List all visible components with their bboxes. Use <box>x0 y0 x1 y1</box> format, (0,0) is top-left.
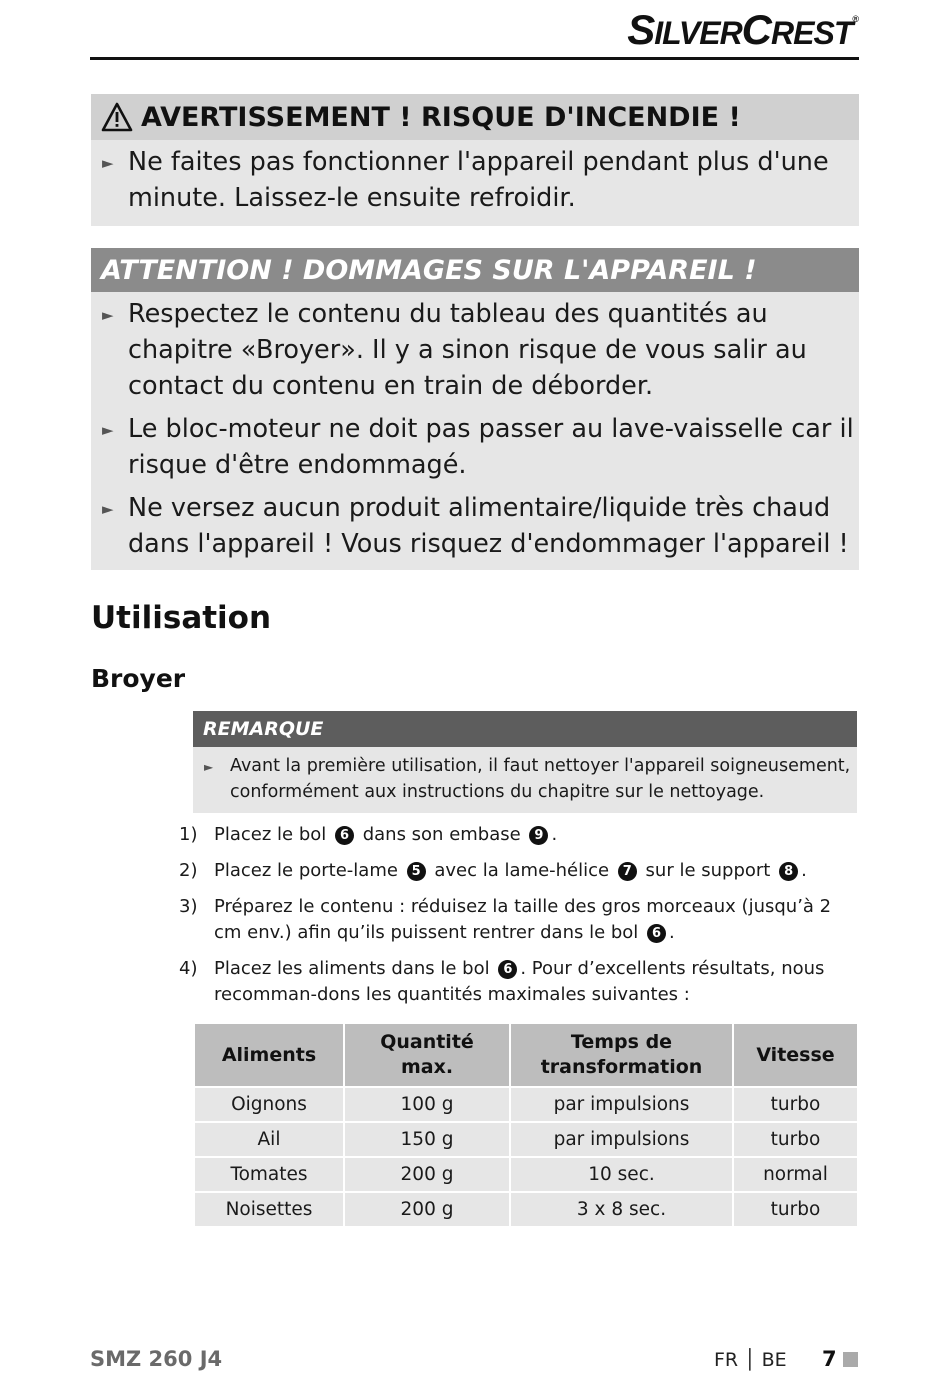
table-cell: turbo <box>734 1193 857 1228</box>
step-item <box>179 894 859 946</box>
table-row <box>195 1123 857 1158</box>
step-item <box>179 858 859 884</box>
table-cell: 200 g <box>345 1193 511 1228</box>
part-reference-number-icon: 9 <box>529 826 548 845</box>
part-reference-number-icon: 8 <box>779 862 798 881</box>
bullet-arrow-icon: ► <box>102 500 114 518</box>
step-item <box>179 822 859 848</box>
bullet-arrow-icon: ► <box>102 306 114 324</box>
table-cell: Tomates <box>195 1158 345 1193</box>
table-cell: 10 sec. <box>511 1158 734 1193</box>
step-text-run: Placez les aliments dans le bol <box>214 958 496 979</box>
damage-attention-title: ATTENTION ! DOMMAGES SUR L'APPAREIL ! <box>101 254 757 286</box>
table-row <box>195 1158 857 1193</box>
table-cell: 200 g <box>345 1158 511 1193</box>
subsection-title: Broyer <box>91 664 186 693</box>
step-text-run: Placez le bol <box>214 824 332 845</box>
fire-warning-list <box>91 140 859 216</box>
table-cell: par impulsions <box>511 1088 734 1123</box>
part-reference-number-icon: 5 <box>407 862 426 881</box>
fire-warning-box <box>91 94 859 226</box>
step-text-run: . <box>801 860 807 881</box>
step-number: 2) <box>179 860 198 881</box>
table-cell: Noisettes <box>195 1193 345 1228</box>
step-text-run: dans son embase <box>356 824 527 845</box>
damage-attention-header <box>91 248 859 292</box>
steps-list <box>179 822 859 1018</box>
table-row <box>195 1088 857 1123</box>
bullet-arrow-icon: ► <box>102 154 114 172</box>
column-header: Aliments <box>195 1024 345 1088</box>
step-item <box>179 956 859 1008</box>
footer-model: SMZ 260 J4 <box>90 1347 223 1371</box>
part-reference-number-icon: 6 <box>335 826 354 845</box>
bullet-arrow-icon: ► <box>204 760 214 774</box>
note-box <box>193 711 857 813</box>
step-text-run: Placez le porte-lame <box>214 860 404 881</box>
header-rule <box>90 57 859 60</box>
step-text-run: Préparez le contenu : réduisez la taille des gros morceaux (jusqu’à 2 cm env.) afin qu’ils puissent rentrer dans le bol <box>214 896 832 943</box>
list-item: ► Respectez le contenu du tableau des quantités au chapitre «Broyer». Il y a sinon risque de vous salir au contact du contenu en train de déborder. <box>102 299 807 401</box>
step-number: 1) <box>179 824 198 845</box>
bullet-arrow-icon: ► <box>102 421 114 439</box>
page-marker-square <box>843 1352 858 1367</box>
step-text-run: . <box>669 922 675 943</box>
table-cell: turbo <box>734 1123 857 1158</box>
column-header: Quantité max. <box>345 1024 511 1088</box>
brand-logo: SILVERCREST® <box>627 6 858 53</box>
step-text-run: sur le support <box>639 860 777 881</box>
list-item: ► Le bloc-moteur ne doit pas passer au lave-vaisselle car il risque d'être endommagé. <box>102 414 854 480</box>
step-text-run: . Pour d’excellents résultats, nous recomman-dons les quantités maximales suivantes : <box>214 958 825 1005</box>
table-cell: Ail <box>195 1123 345 1158</box>
table-row <box>195 1193 857 1228</box>
table-cell: 150 g <box>345 1123 511 1158</box>
step-text-run: . <box>551 824 558 845</box>
step-text <box>214 894 859 946</box>
table-cell: 3 x 8 sec. <box>511 1193 734 1228</box>
note-list <box>193 747 857 805</box>
step-number: 3) <box>179 896 198 917</box>
footer-language: FR │ BE <box>714 1349 787 1371</box>
part-reference-number-icon: 6 <box>498 960 517 979</box>
list-item: ► Ne faites pas fonctionner l'appareil pendant plus d'une minute. Laissez-le ensuite refroidir. <box>102 147 829 213</box>
table-cell: Oignons <box>195 1088 345 1123</box>
step-text <box>214 858 859 884</box>
table-header-row <box>195 1024 857 1088</box>
list-item: ► Ne versez aucun produit alimentaire/liquide très chaud dans l'appareil ! Vous risquez d'endommager l'appareil ! <box>102 493 849 559</box>
step-text <box>214 956 859 1008</box>
table-cell: normal <box>734 1158 857 1193</box>
step-text <box>214 822 859 848</box>
column-header: Vitesse <box>734 1024 857 1088</box>
part-reference-number-icon: 7 <box>618 862 637 881</box>
page-number: 7 <box>822 1347 837 1371</box>
section-title: Utilisation <box>91 600 272 636</box>
step-text-run: avec la lame-hélice <box>428 860 615 881</box>
fire-warning-header <box>91 94 859 140</box>
step-number: 4) <box>179 958 198 979</box>
quantities-table <box>195 1024 857 1228</box>
note-header: REMARQUE <box>193 711 857 747</box>
warning-triangle-icon <box>101 102 133 132</box>
table-cell: par impulsions <box>511 1123 734 1158</box>
table-cell: turbo <box>734 1088 857 1123</box>
table-cell: 100 g <box>345 1088 511 1123</box>
damage-attention-list <box>91 292 859 562</box>
column-header: Temps de transformation <box>511 1024 734 1088</box>
fire-warning-title: AVERTISSEMENT ! RISQUE D'INCENDIE ! <box>141 101 741 133</box>
list-item: ► Avant la première utilisation, il faut nettoyer l'appareil soigneusement, conformément aux instructions du chapitre sur le nettoyage. <box>204 756 851 802</box>
part-reference-number-icon: 6 <box>647 924 666 943</box>
damage-attention-box <box>91 248 859 570</box>
